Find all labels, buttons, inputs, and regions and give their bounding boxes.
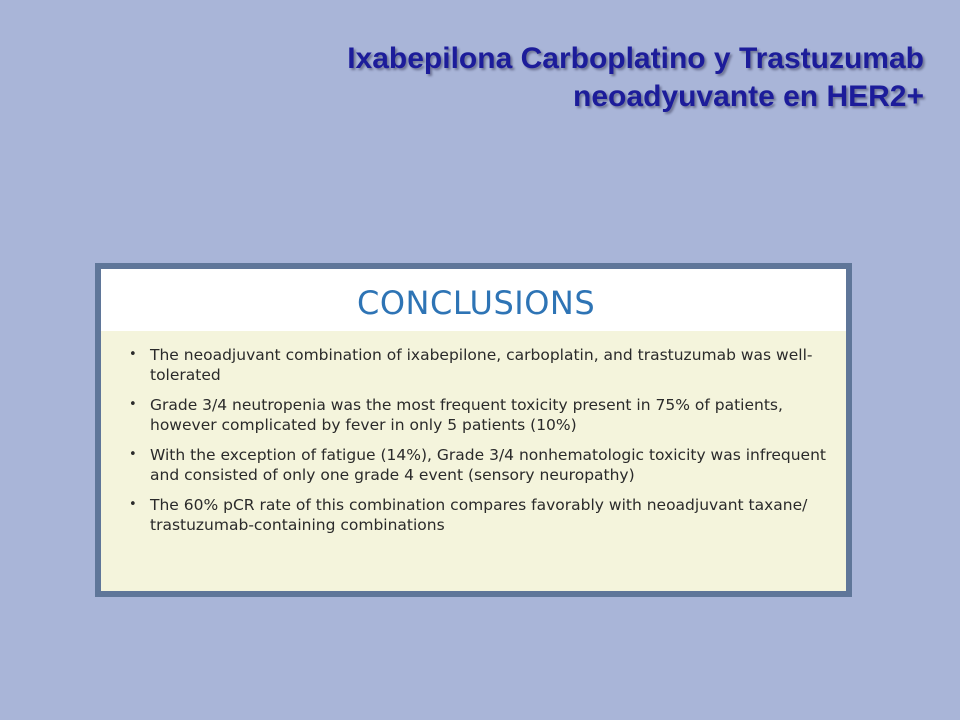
slide-title	[64, 40, 924, 116]
bullet-icon: •	[129, 347, 137, 362]
conclusions-panel-body	[101, 269, 846, 591]
conclusions-list	[101, 331, 846, 535]
conclusion-item	[129, 395, 832, 435]
conclusion-item	[129, 445, 832, 485]
bullet-icon: •	[129, 397, 137, 412]
conclusion-text: The neoadjuvant combination of ixabepilone, carboplatin, and trastuzumab was well-tolerated	[150, 346, 813, 384]
bullet-icon: •	[129, 447, 137, 462]
slide-title-line-2: neoadyuvante en HER2+	[573, 80, 924, 113]
conclusion-text: Grade 3/4 neutropenia was the most frequent toxicity present in 75% of patients, however complicated by fever in only 5 patients (10%)	[150, 396, 783, 434]
conclusions-heading: CONCLUSIONS	[357, 284, 596, 322]
conclusion-text: The 60% pCR rate of this combination compares favorably with neoadjuvant taxane/ trastuzumab-containing combinations	[150, 496, 808, 534]
conclusion-item	[129, 495, 832, 535]
conclusion-item	[129, 345, 832, 385]
bullet-icon: •	[129, 497, 137, 512]
slide-title-line-1: Ixabepilona Carboplatino y Trastuzumab	[347, 42, 924, 75]
conclusions-header	[101, 269, 846, 331]
conclusions-panel	[95, 263, 852, 597]
conclusion-text: With the exception of fatigue (14%), Grade 3/4 nonhematologic toxicity was infrequent and consisted of only one grade 4 event (sensory neuropathy)	[150, 446, 826, 484]
